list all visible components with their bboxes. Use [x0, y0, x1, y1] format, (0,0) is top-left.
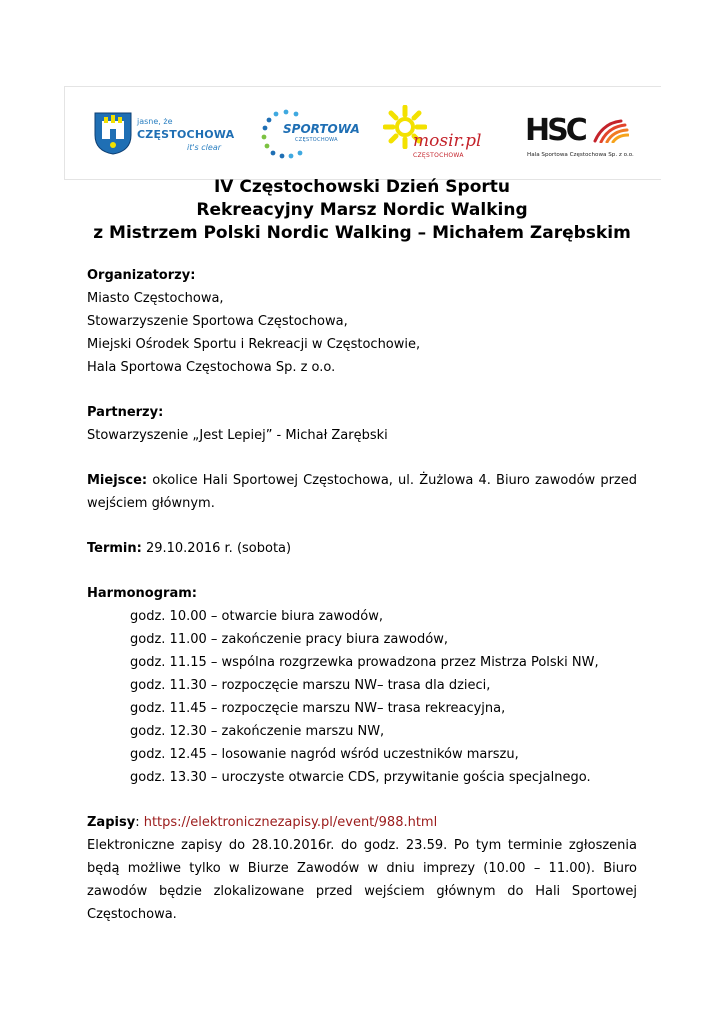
registration-line — [87, 811, 637, 834]
sportowa-logo-city: CZĘSTOCHOWA — [295, 137, 338, 143]
schedule-item: godz. 11.30 – rozpoczęcie marszu NW– trasa dla dzieci, — [130, 678, 491, 693]
organizer-item: Hala Sportowa Częstochowa Sp. z o.o. — [87, 360, 336, 375]
date-paragraph — [87, 537, 637, 560]
date-text: 29.10.2016 r. (sobota) — [141, 541, 292, 556]
czestochowa-logo-slogan: jasne, że — [137, 117, 173, 126]
title-line-1: IV Częstochowski Dzień Sportu — [213, 177, 511, 197]
organizer-item: Stowarzyszenie Sportowa Częstochowa, — [87, 314, 348, 329]
spacer — [87, 379, 637, 401]
organizer-item: Miejski Ośrodek Sportu i Rekreacji w Częstochowie, — [87, 337, 421, 352]
document-title — [0, 176, 724, 245]
title-line-3: z Mistrzem Polski Nordic Walking – Michałem Zarębskim — [93, 223, 631, 243]
mosir-logo — [383, 105, 483, 163]
city-crest-icon — [93, 111, 133, 155]
organizer-item: Miasto Częstochowa, — [87, 291, 224, 306]
mosir-logo-city: CZĘSTOCHOWA — [413, 152, 464, 159]
spacer — [87, 515, 637, 537]
registration-text: Elektroniczne zapisy do 28.10.2016r. do godz. 23.59. Po tym terminie zgłoszenia będą możliwe tylko w Biurze Zawodów w dniu imprezy (10.00 – 11.00). Biuro zawodów będzie zlokalizowane przed wejściem głównym do Hali Sportowej Częstochowa. — [87, 838, 637, 922]
schedule-label: Harmonogram: — [87, 586, 197, 601]
spacer — [87, 447, 637, 469]
schedule-item: godz. 11.00 – zakończenie pracy biura zawodów, — [130, 632, 448, 647]
czestochowa-logo-tagline: it's clear — [187, 143, 222, 152]
schedule-item: godz. 11.15 – wspólna rozgrzewka prowadzona przez Mistrza Polski NW, — [130, 655, 599, 670]
czestochowa-logo-name: CZĘSTOCHOWA — [137, 128, 235, 141]
hsc-logo-name: HSC — [525, 113, 585, 148]
schedule-item: godz. 12.45 – losowanie nagród wśród uczestników marszu, — [130, 747, 519, 762]
sportowa-czestochowa-logo — [261, 109, 361, 159]
place-label: Miejsce: — [87, 473, 148, 488]
schedule-item: godz. 12.30 – zakończenie marszu NW, — [130, 724, 385, 739]
stripes-icon — [593, 119, 629, 143]
title-line-2: Rekreacyjny Marsz Nordic Walking — [196, 200, 528, 220]
document-body — [87, 264, 637, 926]
schedule-item: godz. 11.45 – rozpoczęcie marszu NW– trasa rekreacyjna, — [130, 701, 506, 716]
place-paragraph — [87, 469, 637, 515]
partner-item: Stowarzyszenie „Jest Lepiej” - Michał Zarębski — [87, 428, 388, 443]
sportowa-logo-name: SPORTOWA — [283, 122, 360, 136]
partners-label: Partnerzy: — [87, 405, 164, 420]
date-label: Termin: — [87, 541, 142, 556]
registration-colon: : — [135, 815, 144, 830]
schedule-item: godz. 10.00 – otwarcie biura zawodów, — [130, 609, 384, 624]
schedule-item: godz. 13.30 – uroczyste otwarcie CDS, przywitanie gościa specjalnego. — [130, 770, 591, 785]
mosir-logo-name: mosir.pl — [413, 131, 482, 151]
place-text: okolice Hali Sportowej Częstochowa, ul. Żużlowa 4. Biuro zawodów przed wejściem głównym. — [87, 473, 637, 511]
hsc-logo — [525, 115, 655, 159]
organizers-label: Organizatorzy: — [87, 268, 196, 283]
registration-link[interactable]: https://elektronicznezapisy.pl/event/988.html — [143, 815, 438, 830]
hsc-logo-fullname: Hala Sportowa Częstochowa Sp. z o.o. — [527, 152, 634, 158]
spacer — [87, 789, 637, 811]
sponsor-logo-bar — [64, 86, 661, 180]
czestochowa-city-logo — [93, 107, 243, 159]
spacer — [87, 560, 637, 582]
registration-label: Zapisy — [87, 815, 136, 830]
